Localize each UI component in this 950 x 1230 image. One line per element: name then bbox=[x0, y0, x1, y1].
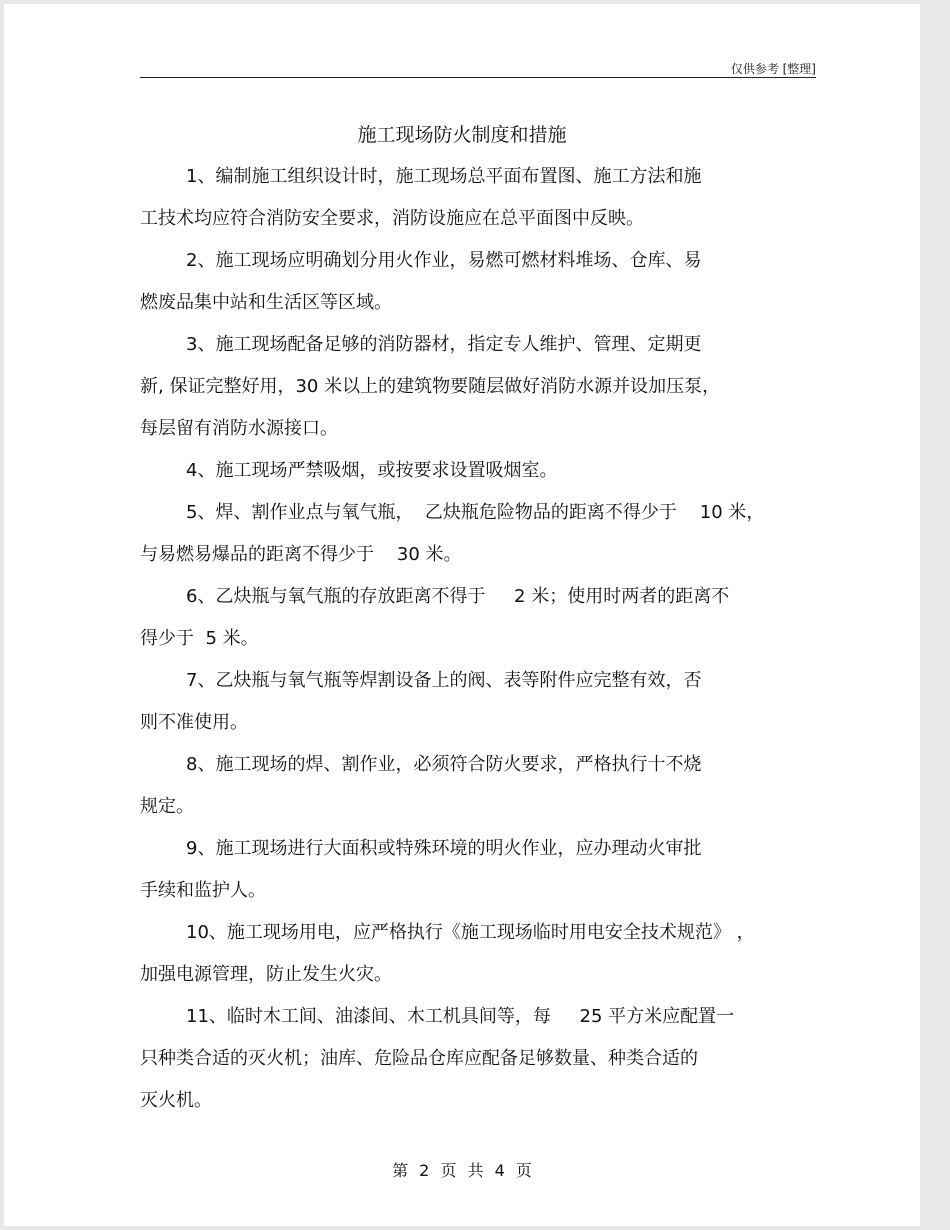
document-page bbox=[4, 4, 920, 1226]
header-note: 仅供参考 [整理] bbox=[730, 62, 816, 76]
paragraph-11-line-1: 11、临时木工间、油漆间、木工机具间等，每 25 平方米应配置一 bbox=[186, 1006, 735, 1027]
paragraph-10-line-1: 10、施工现场用电，应严格执行《施工现场临时用电安全技术规范》 ， bbox=[186, 922, 755, 943]
paragraph-10-line-2: 加强电源管理，防止发生火灾。 bbox=[140, 964, 392, 985]
paragraph-3-line-1: 3、施工现场配备足够的消防器材，指定专人维护、管理、定期更 bbox=[186, 334, 702, 355]
paragraph-1-line-2: 工技术均应符合消防安全要求，消防设施应在总平面图中反映。 bbox=[140, 208, 644, 229]
paragraph-8-line-2: 规定。 bbox=[140, 796, 194, 817]
paragraph-5-line-1: 5、焊、割作业点与氧气瓶， 乙炔瓶危险物品的距离不得少于 10 米， bbox=[186, 502, 765, 523]
header-divider bbox=[140, 77, 816, 78]
paragraph-6-line-2: 得少于 5 米。 bbox=[140, 628, 259, 649]
paragraph-3-line-2: 新, 保证完整好用，30 米以上的建筑物要随层做好消防水源并设加压泵， bbox=[140, 376, 721, 397]
paragraph-5-line-2: 与易燃易爆品的距离不得少于 30 米。 bbox=[140, 544, 462, 565]
paragraph-11-line-3: 灭火机。 bbox=[140, 1090, 212, 1111]
document-title: 施工现场防火制度和措施 bbox=[357, 124, 567, 146]
page-number: 第 2 页 共 4 页 bbox=[392, 1161, 532, 1180]
paragraph-8-line-1: 8、施工现场的焊、割作业，必须符合防火要求，严格执行十不烧 bbox=[186, 754, 702, 775]
paragraph-1-line-1: 1、编制施工组织设计时，施工现场总平面布置图、施工方法和施 bbox=[186, 166, 702, 187]
paragraph-4-line-1: 4、施工现场严禁吸烟，或按要求设置吸烟室。 bbox=[186, 460, 558, 481]
paragraph-9-line-2: 手续和监护人。 bbox=[140, 880, 266, 901]
paragraph-2-line-2: 燃废品集中站和生活区等区域。 bbox=[140, 292, 392, 313]
paragraph-3-line-3: 每层留有消防水源接口。 bbox=[140, 418, 338, 439]
paragraph-11-line-2: 只种类合适的灭火机；油库、危险品仓库应配备足够数量、种类合适的 bbox=[140, 1048, 698, 1069]
document-body bbox=[140, 156, 816, 1122]
paragraph-7-line-2: 则不准使用。 bbox=[140, 712, 248, 733]
paragraph-7-line-1: 7、乙炔瓶与氧气瓶等焊割设备上的阀、表等附件应完整有效，否 bbox=[186, 670, 702, 691]
paragraph-2-line-1: 2、施工现场应明确划分用火作业，易燃可燃材料堆场、仓库、易 bbox=[186, 250, 702, 271]
paragraph-6-line-1: 6、乙炔瓶与氧气瓶的存放距离不得于 2 米；使用时两者的距离不 bbox=[186, 586, 730, 607]
paragraph-9-line-1: 9、施工现场进行大面积或特殊环境的明火作业，应办理动火审批 bbox=[186, 838, 702, 859]
